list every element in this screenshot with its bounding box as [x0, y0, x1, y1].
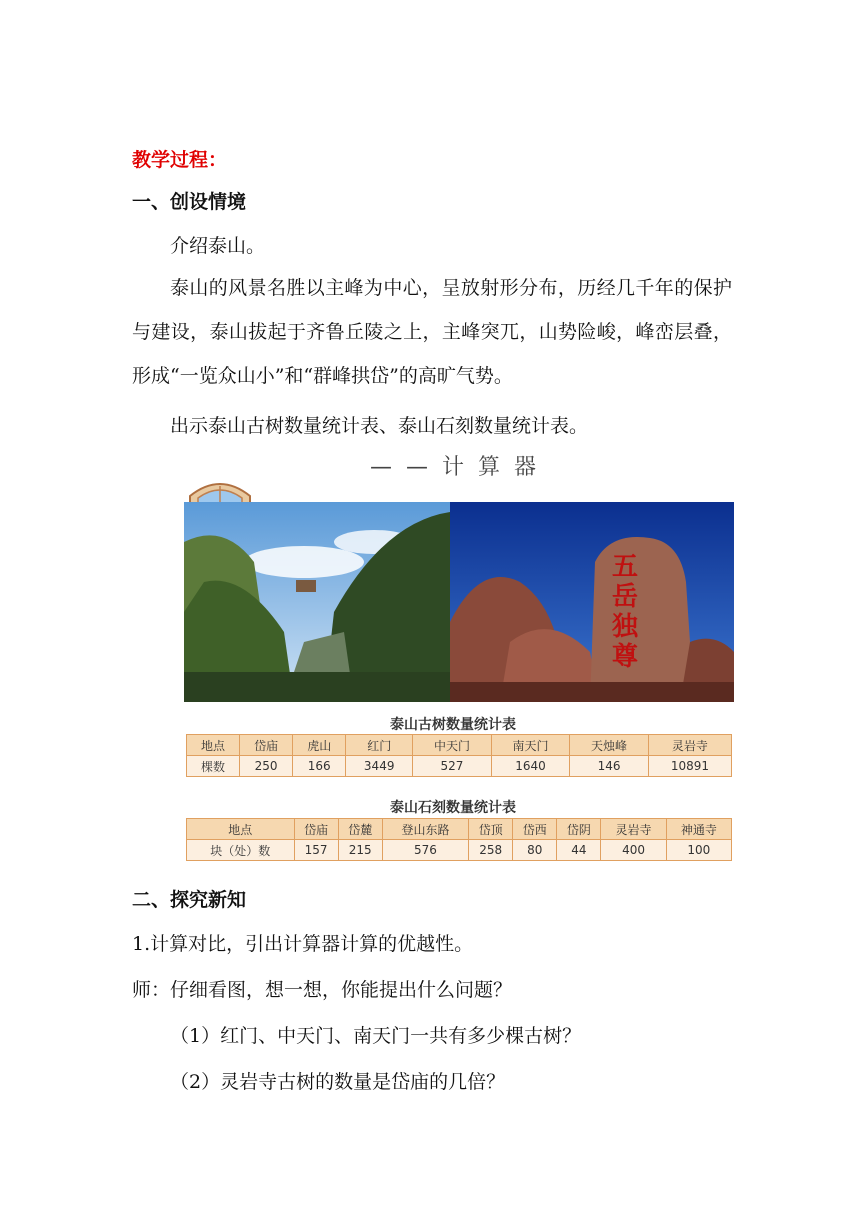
- table-cell: 块（处）数: [187, 840, 295, 861]
- question-1: （1）红门、中天门、南天门一共有多少棵古树？: [170, 1025, 582, 1047]
- table-cell: 3449: [346, 756, 413, 777]
- part2-heading: 二、探究新知: [132, 889, 247, 911]
- table-cell: 576: [382, 840, 468, 861]
- table-cell: 灵岩寺: [601, 819, 666, 840]
- table-cell: 地点: [187, 735, 240, 756]
- table-cell: 岱西: [513, 819, 557, 840]
- table-cell: 80: [513, 840, 557, 861]
- table-cell: 146: [570, 756, 649, 777]
- table-cell: 中天门: [413, 735, 492, 756]
- table-cell: 灵岩寺: [648, 735, 731, 756]
- part1-heading: 一、创设情境: [132, 191, 247, 213]
- table-cell: 地点: [187, 819, 295, 840]
- carving-text: 五岳独尊: [612, 552, 639, 672]
- table-cell: 250: [240, 756, 293, 777]
- item1-text: 1.计算对比，引出计算器计算的优越性。: [132, 933, 474, 955]
- table-cell: 岱庙: [294, 819, 338, 840]
- table-cell: 1640: [491, 756, 570, 777]
- tree-table: [186, 734, 732, 777]
- section-label: 教学过程：: [132, 149, 228, 171]
- table-cell: 527: [413, 756, 492, 777]
- table-cell: 166: [293, 756, 346, 777]
- table-cell: 登山东路: [382, 819, 468, 840]
- figure-caption: ——计算器: [370, 455, 551, 480]
- table-cell: 棵数: [187, 756, 240, 777]
- table-cell: 258: [469, 840, 513, 861]
- table-cell: 岱麓: [338, 819, 382, 840]
- tree-table-title: 泰山古树数量统计表: [390, 717, 516, 733]
- question-2: （2）灵岩寺古树的数量是岱庙的几倍？: [170, 1071, 506, 1093]
- teacher-text: 师：仔细看图，想一想，你能提出什么问题？: [132, 979, 513, 1001]
- table-cell: 神通寺: [666, 819, 731, 840]
- table-cell: 南天门: [491, 735, 570, 756]
- table-cell: 44: [557, 840, 601, 861]
- table-cell: 400: [601, 840, 666, 861]
- show-tables-text: 出示泰山古树数量统计表、泰山石刻数量统计表。: [170, 415, 589, 437]
- table-cell: 157: [294, 840, 338, 861]
- taishan-paragraph: 泰山的风景名胜以主峰为中心，呈放射形分布，历经几千年的保护与建设，泰山拔起于齐鲁丘陵之上，主峰突兀，山势险峻，峰峦层叠，形成“一览众山小”和“群峰拱岱”的高旷气势。: [132, 277, 732, 387]
- table-cell: 215: [338, 840, 382, 861]
- table-cell: 岱庙: [240, 735, 293, 756]
- intro-text: 介绍泰山。: [170, 235, 266, 257]
- carved-rock-photo: [450, 502, 734, 702]
- mountain-photo: [184, 502, 450, 702]
- stone-table: [186, 818, 732, 861]
- table-cell: 红门: [346, 735, 413, 756]
- table-cell: 虎山: [293, 735, 346, 756]
- table-cell: 岱顶: [469, 819, 513, 840]
- table-cell: 岱阴: [557, 819, 601, 840]
- table-cell: 天烛峰: [570, 735, 649, 756]
- table-cell: 100: [666, 840, 731, 861]
- stone-table-title: 泰山石刻数量统计表: [390, 800, 516, 816]
- table-cell: 10891: [648, 756, 731, 777]
